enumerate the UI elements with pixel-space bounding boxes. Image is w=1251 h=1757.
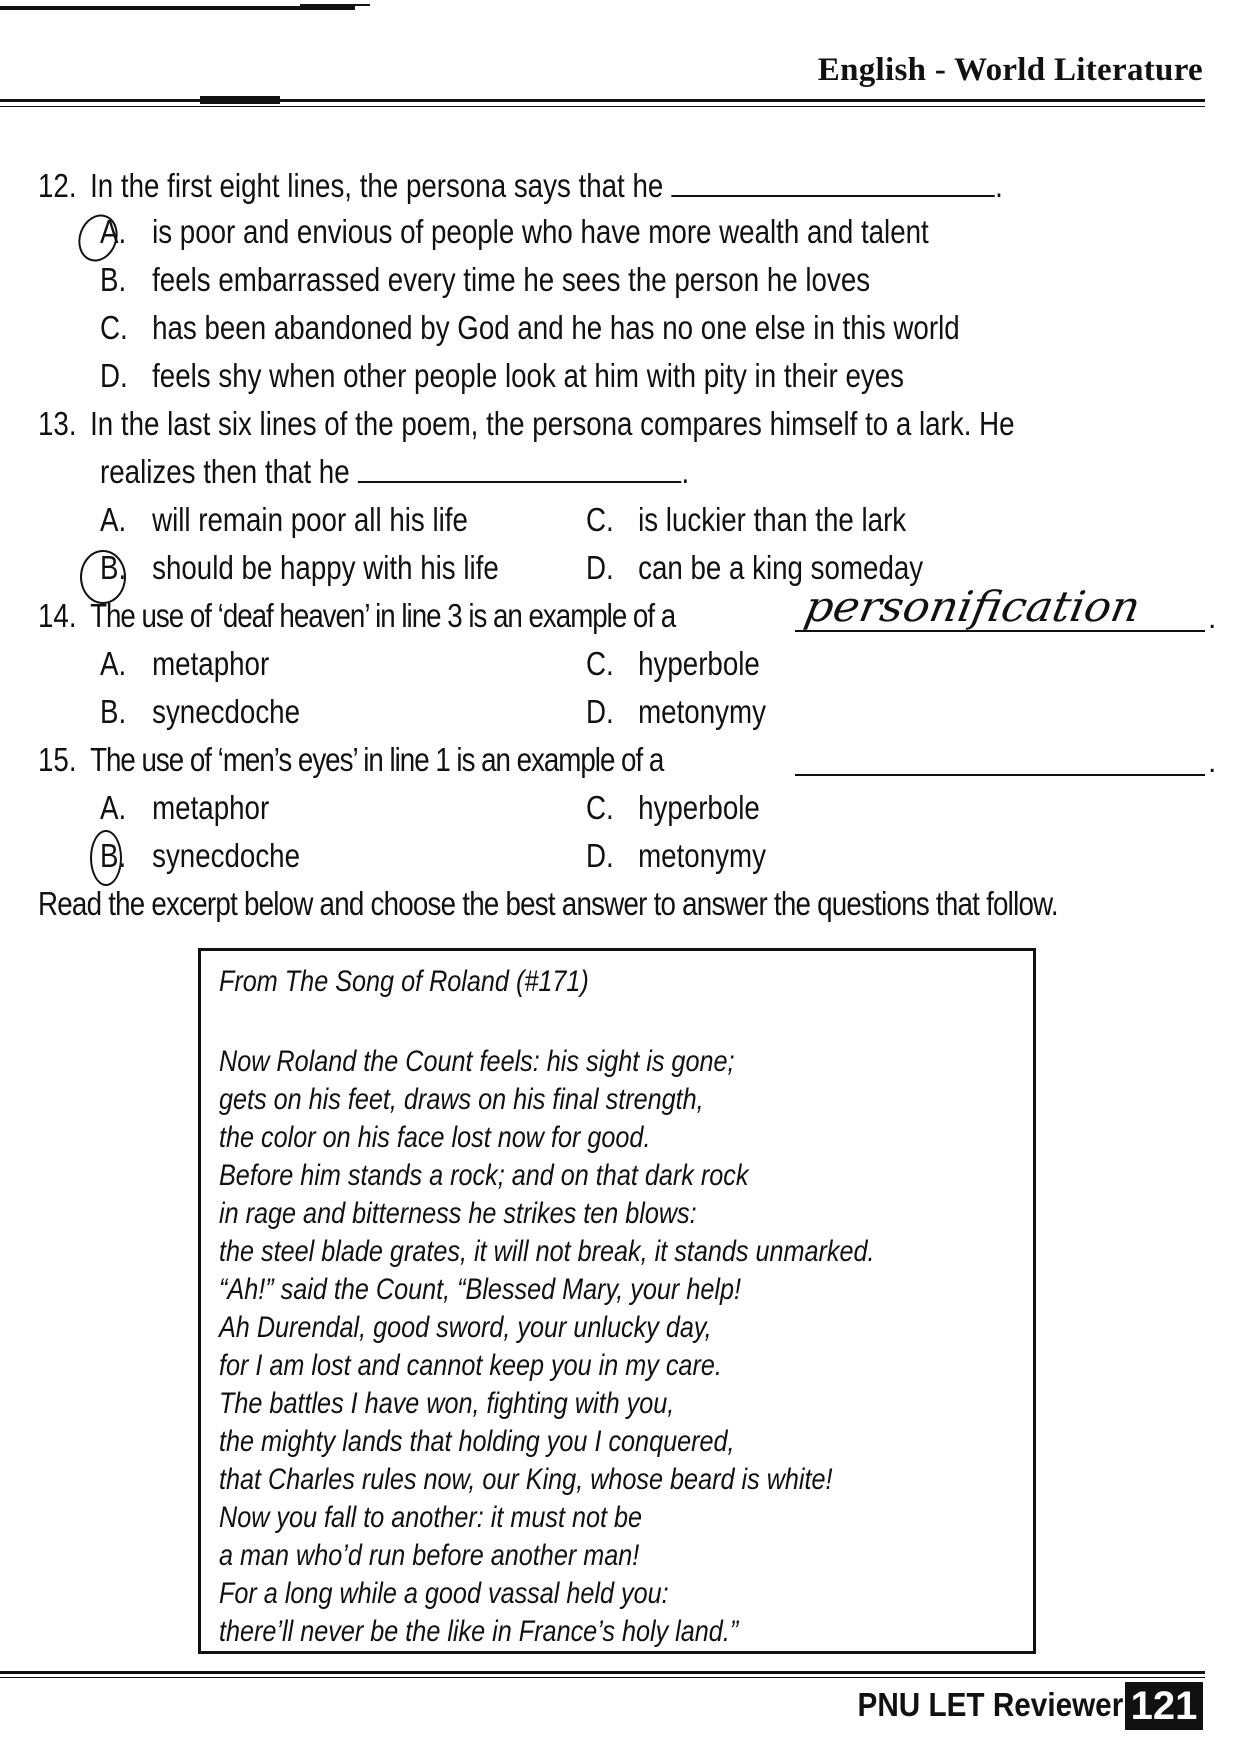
option-text: has been abandoned by God and he has no one else in this world	[152, 309, 960, 346]
option-d[interactable]	[586, 836, 766, 876]
question-number: 15.	[38, 741, 77, 778]
stem-end: .	[1208, 746, 1217, 779]
excerpt-box	[198, 948, 1036, 1654]
stem-end: .	[681, 453, 690, 490]
header-rule	[0, 99, 1205, 102]
poem-line: the color on his face lost now for good.	[219, 1121, 651, 1154]
option-text: should be happy with his life	[152, 549, 499, 586]
option-text: feels embarrassed every time he sees the person he loves	[152, 261, 871, 298]
question-number: 14.	[38, 597, 77, 634]
poem-line: the mighty lands that holding you I conquered,	[219, 1425, 735, 1458]
stem-end: .	[995, 167, 1003, 204]
stem-end: .	[1208, 602, 1217, 635]
option-a[interactable]	[100, 212, 929, 252]
option-b[interactable]	[100, 548, 499, 588]
option-text: metaphor	[152, 645, 270, 682]
option-c[interactable]	[586, 644, 760, 684]
poem-line: Before him stands a rock; and on that dark rock	[219, 1159, 749, 1192]
option-d[interactable]	[100, 356, 904, 396]
question-12	[38, 166, 1003, 206]
option-d[interactable]	[586, 692, 766, 732]
poem-line: gets on his feet, draws on his final strength,	[219, 1083, 704, 1116]
option-letter: A.	[100, 645, 127, 682]
option-letter: C.	[586, 789, 614, 826]
option-letter: C.	[586, 501, 614, 538]
option-text: metonymy	[638, 693, 766, 730]
option-b[interactable]	[100, 692, 300, 732]
poem-line: a man who’d run before another man!	[219, 1539, 640, 1572]
top-rule	[0, 6, 355, 10]
option-b[interactable]	[100, 836, 300, 876]
option-text: hyperbole	[638, 645, 760, 682]
option-letter: A.	[100, 789, 127, 826]
option-text: metonymy	[638, 837, 766, 874]
option-text: hyperbole	[638, 789, 760, 826]
footer-title: PNU LET Reviewer	[857, 1686, 1123, 1723]
option-text: metaphor	[152, 789, 270, 826]
poem-line: Now Roland the Count feels: his sight is gone;	[219, 1045, 735, 1078]
option-letter: B.	[100, 261, 127, 298]
poem-line: “Ah!” said the Count, “Blessed Mary, your help!	[219, 1273, 741, 1306]
instruction-text: Read the excerpt below and choose the best answer to answer the questions that follow.	[38, 885, 1058, 922]
question-stem: The use of ‘deaf heaven’ in line 3 is an example of a	[90, 597, 676, 634]
option-text: is poor and envious of people who have more wealth and talent	[152, 213, 929, 250]
poem-line: the steel blade grates, it will not break, it stands unmarked.	[219, 1235, 875, 1268]
option-letter: B.	[100, 837, 127, 874]
poem-line: The battles I have won, fighting with you,	[219, 1387, 675, 1420]
option-text: synecdoche	[152, 837, 301, 874]
question-14	[38, 596, 675, 636]
poem-line: there’ll never be the like in France’s holy land.”	[219, 1615, 739, 1648]
top-rule-thin	[300, 4, 370, 6]
option-letter: C.	[586, 645, 614, 682]
footer-rule-thin	[0, 1677, 1205, 1678]
option-letter: D.	[100, 357, 128, 394]
question-number: 12.	[38, 167, 77, 204]
option-text: synecdoche	[152, 693, 301, 730]
option-a[interactable]	[100, 644, 269, 684]
poem-line: for I am lost and cannot keep you in my care.	[219, 1349, 722, 1382]
poem-line: that Charles rules now, our King, whose beard is white!	[219, 1463, 833, 1496]
section-title: English - World Literature	[817, 52, 1203, 88]
answer-circle-mark	[90, 830, 122, 886]
poem-line: Ah Durendal, good sword, your unlucky day,	[219, 1311, 712, 1344]
question-13	[38, 404, 1015, 444]
poem-line: Now you fall to another: it must not be	[219, 1501, 643, 1534]
option-letter: D.	[586, 549, 614, 586]
question-number: 13.	[38, 405, 77, 442]
option-letter: A.	[100, 501, 127, 538]
option-a[interactable]	[100, 788, 269, 828]
option-text: can be a king someday	[638, 549, 924, 586]
option-c[interactable]	[586, 788, 760, 828]
header-rule-thin	[0, 106, 1205, 107]
option-letter: D.	[586, 837, 614, 874]
answer-blank[interactable]	[358, 453, 681, 483]
poem-line: For a long while a good vassal held you:	[219, 1577, 669, 1610]
option-letter: B.	[100, 693, 127, 730]
option-c[interactable]	[586, 500, 906, 540]
answer-blank[interactable]	[672, 167, 995, 197]
question-stem: The use of ‘men’s eyes’ in line 1 is an example of a	[90, 741, 664, 778]
page-number: 121	[1125, 1682, 1203, 1730]
header-rule-thick	[200, 96, 280, 104]
option-letter: C.	[100, 309, 128, 346]
excerpt-title: From The Song of Roland (#171)	[219, 965, 589, 998]
question-stem-cont: realizes then that he	[100, 453, 350, 490]
option-text: is luckier than the lark	[638, 501, 907, 538]
option-text: will remain poor all his life	[152, 501, 468, 538]
option-letter: B.	[100, 549, 127, 586]
footer-rule	[0, 1671, 1205, 1674]
question-13-cont	[100, 452, 689, 492]
option-letter: D.	[586, 693, 614, 730]
option-b[interactable]	[100, 260, 870, 300]
question-15	[38, 740, 663, 780]
handwritten-answer: personification	[800, 582, 1145, 631]
question-stem: In the last six lines of the poem, the persona compares himself to a lark. He	[90, 405, 1015, 442]
poem-line: in rage and bitterness he strikes ten blows:	[219, 1197, 697, 1230]
answer-blank[interactable]	[795, 774, 1205, 776]
question-stem: In the first eight lines, the persona says that he	[90, 167, 664, 204]
option-a[interactable]	[100, 500, 468, 540]
option-letter: A.	[100, 213, 127, 250]
option-c[interactable]	[100, 308, 960, 348]
option-text: feels shy when other people look at him with pity in their eyes	[152, 357, 905, 394]
